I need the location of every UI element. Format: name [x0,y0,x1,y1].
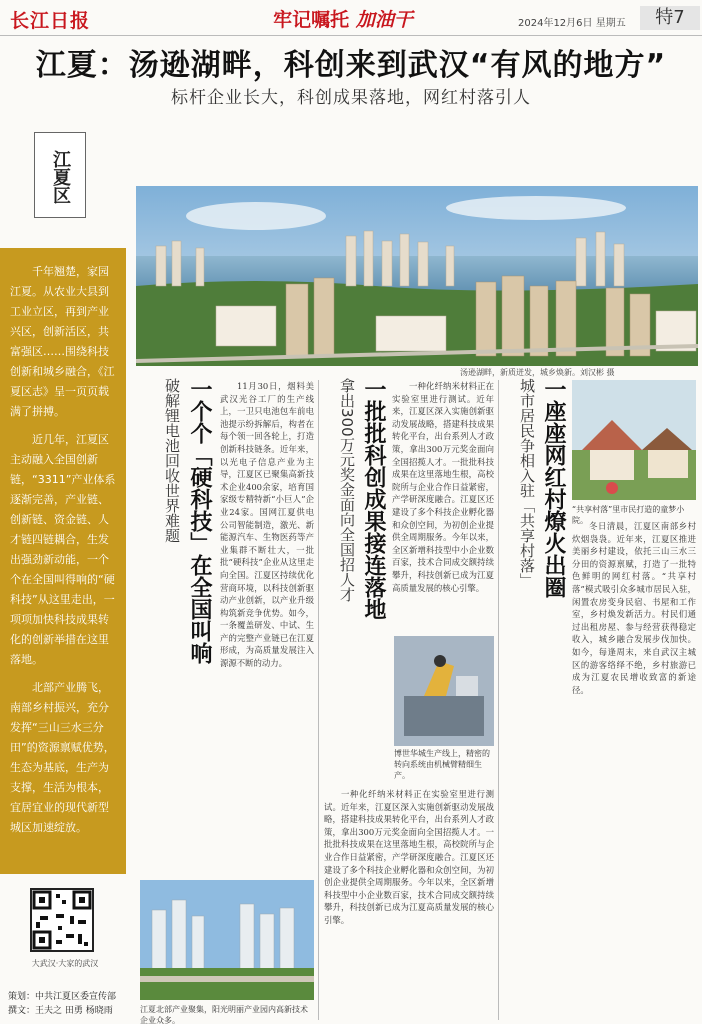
left-column [0,108,126,1024]
page-label: 特7 [640,6,700,30]
article-2-body [392,380,494,630]
qr-caption: 大武汉·大家的武汉 [31,959,99,968]
article-2-body-continued [324,788,494,1018]
credits-planning: 策划：中共江夏区委宣传部 [8,992,117,1002]
credits-writers: 撰文：王夫之 田勇 杨晓雨 [8,1006,113,1016]
article-3-photo-caption: “共享村落”里市民打造的童梦小院。 [572,505,685,525]
paper-name: 长江日报 [10,10,91,32]
article-2-title: 一批批科创成果接连落地 [361,378,386,620]
article-2-subtitle: 拿出300万元奖金面向全国招人才 [338,378,356,602]
intro-paragraph: 千年翘楚，家园江夏。从农业大县到工业立区，再到产业兴区，创新活区，共富强区……围绕科技创新和城乡融合，《江夏区志》呈一页页载满了拼搏。 [10,265,115,418]
column-divider [498,380,499,1020]
article-3-photo [572,380,696,500]
column-title [248,5,438,31]
article-2-photo-caption: 博世华城生产线上，精密的转向系统由机械臂精细生产。 [394,749,490,780]
hero-caption: 汤逊湖畔，新质迸发，城乡焕新。刘汉彬 摄 [460,368,615,377]
article-2-photo [394,636,494,746]
article-1-body [220,380,314,940]
intro-panel [0,248,126,874]
subheadline: 标杆企业长大，科创成果落地，网红村落引人 [171,88,531,108]
article-2-paragraph: 一种化纤纳米材料正在实验室里进行测试。近年来，江夏区深入实施创新驱动发展战略，搭建科技成果转化平台，出台系列人才政策，拿出300万元奖金面向全国招揽人才。一批批科技成果在这里落地生根，高校院所与企业合作日益紧密，产学研深度融合。江夏区还建设了多个科技企业孵化器和众创空间，为初创企业提供全周期服务。今年以来，全区新增科技型中小企业数百家，技术合同成交额持续攀升，科技创新已成为江夏高质量发展的核心引擎。 [392,381,494,593]
intro-paragraph: 北部产业腾飞，南部乡村振兴，充分发挥“三山三水三分田”的资源禀赋优势，生态为基底，生产为支撑，生活为根本，宜居宜业的现代新型城区加速绽放。 [10,681,115,834]
headline: 江夏：汤逊湖畔，科创来到武汉“有风的地方” [35,48,667,83]
qr-code [30,888,94,952]
article-3-paragraph: 冬日清晨，江夏区南部乡村炊烟袅袅。近年来，江夏区推进美丽乡村建设，依托三山三水三分田的资源禀赋，打造了一批特色鲜明的网红村落。“共享村落”模式吸引众多城市居民入驻，闲置农房变身民宿、书屋和工作室，乡村焕发新活力。村民们通过出租房屋、参与经营获得稳定收入，城乡融合发展步伐加快。如今，每逢周末，来自武汉主城区的游客络绎不绝，乡村旅游已成为江夏农民增收致富的新途径。 [572,521,696,695]
hero-photo [136,186,698,366]
article-3-title: 一座座网红村燎火出圈 [541,378,566,598]
article-2-paragraph: 一种化纤纳米材料正在实验室里进行测试。近年来，江夏区深入实施创新驱动发展战略，搭建科技成果转化平台，出台系列人才政策，拿出300万元奖金面向全国招揽人才。一批批科技成果在这里落地生根，高校院所与企业合作日益紧密，产学研深度融合。江夏区还建设了多个科技企业孵化器和众创空间，为初创企业提供全周期服务。今年以来，全区新增科技型中小企业数百家，技术合同成交额持续攀升，科技创新已成为江夏高质量发展的核心引擎。 [324,789,494,925]
column-title-a: 牢记嘱托 [273,9,350,31]
article-3-body [572,520,696,1018]
article-1-subtitle: 破解锂电池回收世界难题 [163,378,181,543]
masthead [0,0,702,36]
intro-paragraph: 近几年，江夏区主动融入全国创新链，“3311”产业体系逐渐完善，产业链、创新链、资金链、人才链四链耦合，生发出强劲新动能，一个个在全国叫得响的“硬科技”从这里走出，一项项加快科技成果转化的创新举措在这里落地。 [10,433,116,666]
date-line: 2024年12月6日 星期五 [518,18,626,29]
article-1-title: 一个个「硬科技」在全国叫响 [187,378,212,664]
credits [8,990,126,1018]
column-divider [318,380,319,1020]
column-title-b: 加油干 [355,9,413,31]
article-1-photo-caption: 江夏北部产业聚集，阳光明丽产业园内高新技术企业众多。 [140,1005,308,1024]
article-3-subtitle: 城市居民争相入驻「共享村落」 [518,378,536,588]
article-1-paragraph: 11月30日，烟料美武汉光谷工厂的生产线上，一卫只电池包车前电池提示纷拆解后，构者在每个领一回各轮上，打造创新科技链条。近年来，以光电子信息产业为主导，江夏区已聚集高新技术企业400余家，培育国家级专精特新“小巨人”企业24家。国网江夏供电公司智能制造，激光、新能源汽车、生物医药等产业集群不断壮大，一批批“硬科技”企业从这里走向全国。江夏区持续优化营商环境，以科技创新驱动产业创新，以产业升级构筑新竞争优势。如今，一条覆盖研发、中试、生产的完整产业链已在江夏形成，为高质量发展注入源源不断的动力。 [220,381,314,669]
district-label: 江夏区 [34,132,86,218]
article-1-photo [140,880,314,1000]
